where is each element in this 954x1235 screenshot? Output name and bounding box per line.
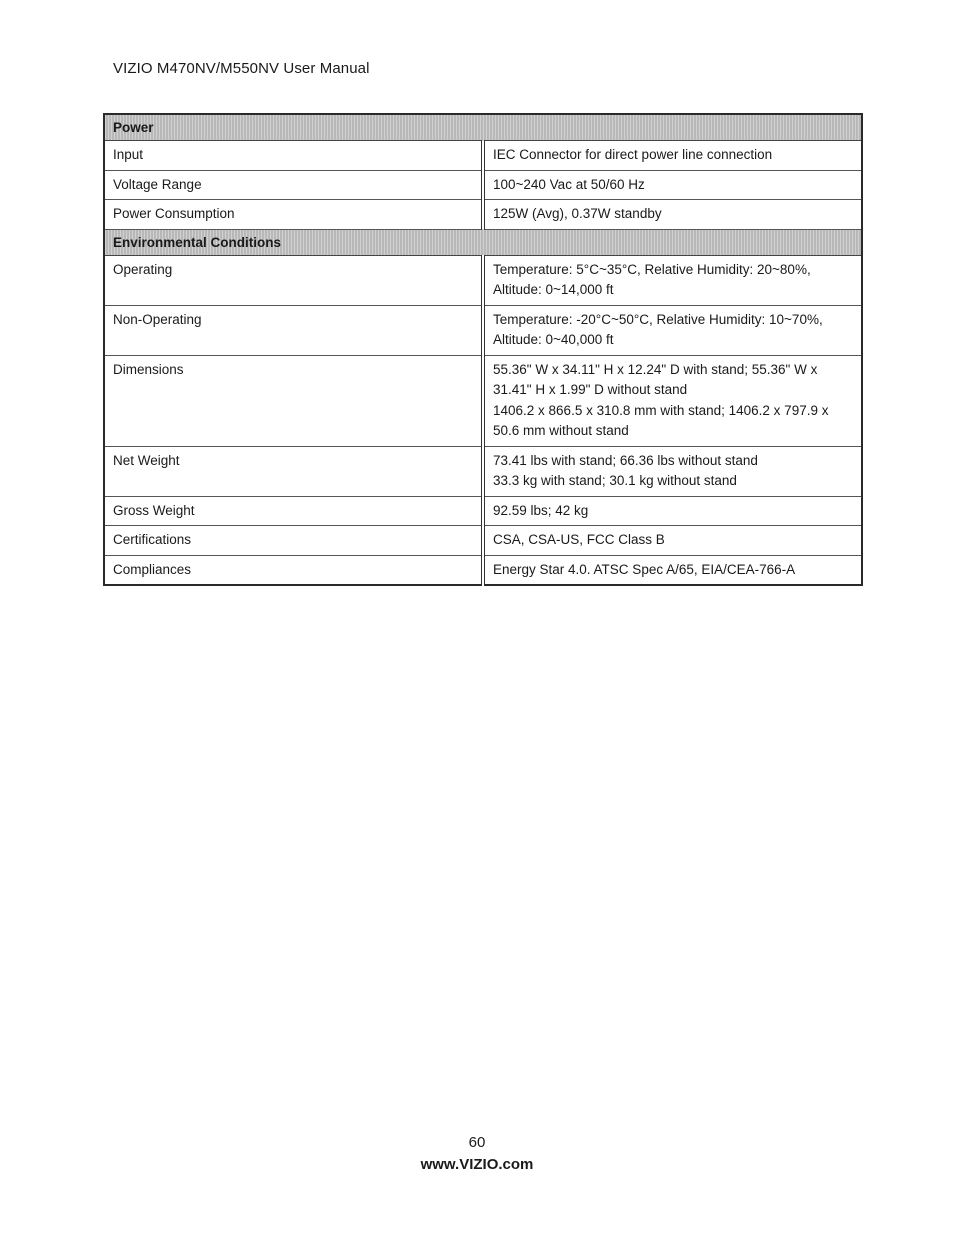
spec-label: Input xyxy=(104,141,483,171)
spec-label: Power Consumption xyxy=(104,200,483,230)
spec-value: CSA, CSA-US, FCC Class B xyxy=(483,526,862,556)
spec-label: Gross Weight xyxy=(104,496,483,526)
spec-value: 100~240 Vac at 50/60 Hz xyxy=(483,170,862,200)
spec-value-line: 1406.2 x 866.5 x 310.8 mm with stand; 1406.2 x 797.9 x 50.6 mm without stand xyxy=(493,402,829,438)
spec-label: Operating xyxy=(104,255,483,305)
table-row xyxy=(104,255,862,305)
table-row xyxy=(104,496,862,526)
spec-value: Temperature: 5°C~35°C, Relative Humidity: 20~80%, Altitude: 0~14,000 ft xyxy=(483,255,862,305)
table-row xyxy=(104,355,862,446)
page-number: 60 xyxy=(468,1134,486,1151)
footer-url: www.VIZIO.com xyxy=(420,1156,534,1173)
spec-label: Net Weight xyxy=(104,446,483,496)
section-header-environmental xyxy=(104,229,862,255)
spec-label: Voltage Range xyxy=(104,170,483,200)
spec-value xyxy=(483,446,862,496)
spec-value: 125W (Avg), 0.37W standby xyxy=(483,200,862,230)
section-title: Environmental Conditions xyxy=(104,229,862,255)
spec-value: Temperature: -20°C~50°C, Relative Humidity: 10~70%, Altitude: 0~40,000 ft xyxy=(483,305,862,355)
table-row xyxy=(104,446,862,496)
table-row xyxy=(104,555,862,585)
spec-value: 92.59 lbs; 42 kg xyxy=(483,496,862,526)
table-row xyxy=(104,170,862,200)
specifications-table xyxy=(103,113,863,586)
table-row xyxy=(104,200,862,230)
spec-value: IEC Connector for direct power line connection xyxy=(483,141,862,171)
spec-value xyxy=(483,355,862,446)
spec-value-line: 33.3 kg with stand; 30.1 kg without stand xyxy=(493,473,737,488)
spec-value-line: 73.41 lbs with stand; 66.36 lbs without stand xyxy=(493,452,758,468)
section-header-power xyxy=(104,114,862,141)
section-title: Power xyxy=(104,114,862,141)
spec-label: Non-Operating xyxy=(104,305,483,355)
spec-value: Energy Star 4.0. ATSC Spec A/65, EIA/CEA-766-A xyxy=(493,561,796,577)
document-header: VIZIO M470NV/M550NV User Manual xyxy=(113,60,370,77)
table-row xyxy=(104,141,862,171)
spec-value-line: 55.36" W x 34.11" H x 12.24" D with stand; 55.36" W x 31.41" H x 1.99" D without stand xyxy=(493,361,818,397)
table-row xyxy=(104,305,862,355)
spec-label: Compliances xyxy=(104,555,483,585)
spec-label: Certifications xyxy=(104,526,483,556)
table-row xyxy=(104,526,862,556)
spec-label: Dimensions xyxy=(104,355,483,446)
